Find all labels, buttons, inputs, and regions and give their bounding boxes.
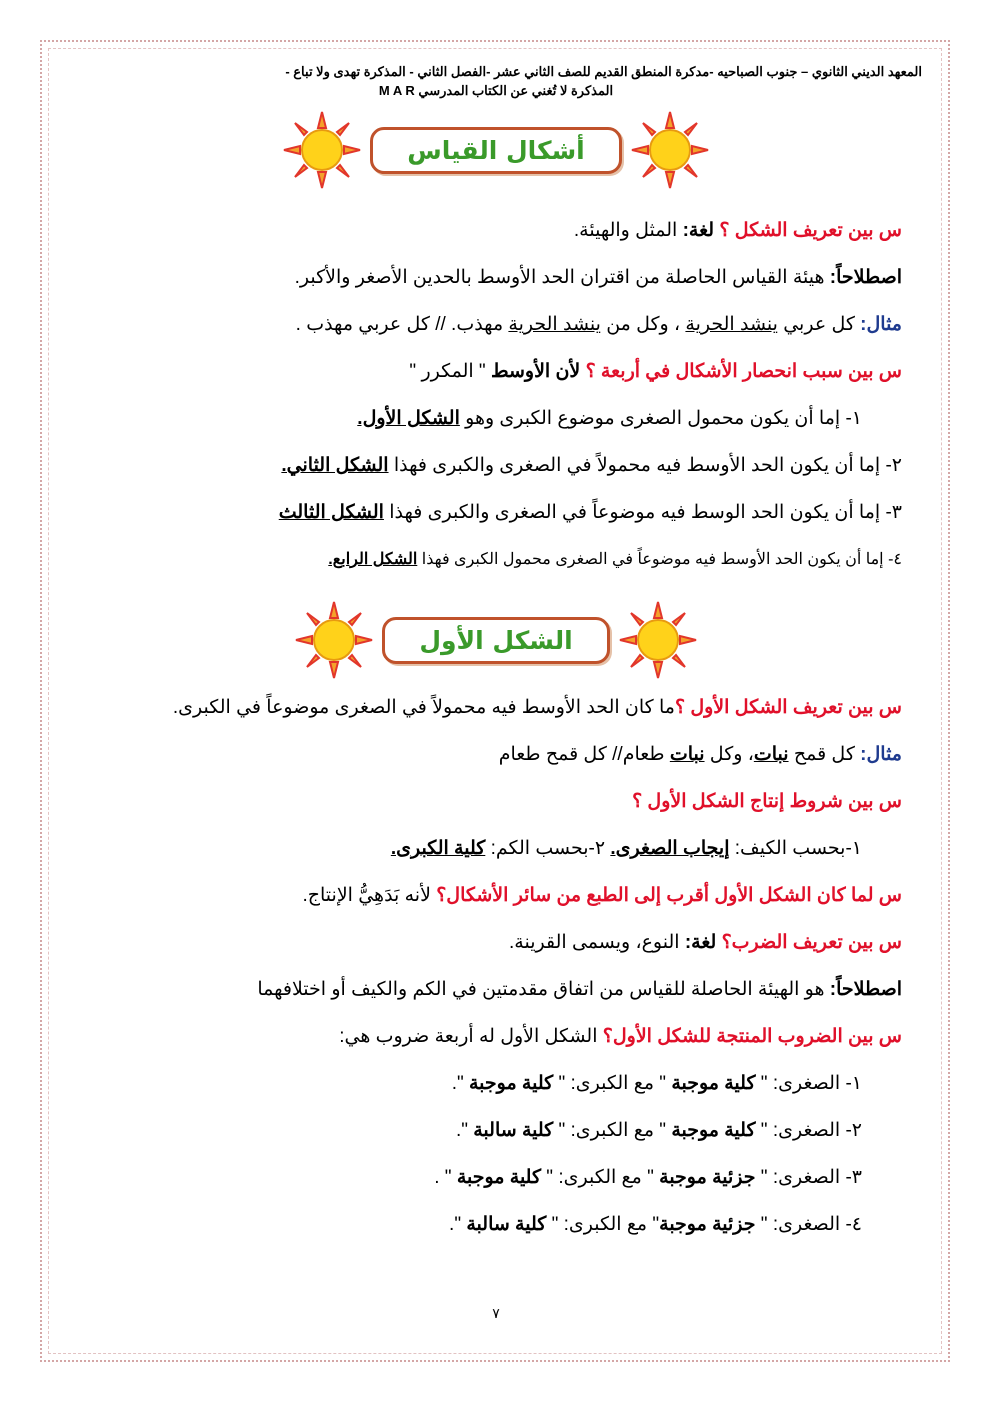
question-line: س بين تعريف الشكل الأول ؟ما كان الحد الأوسط فيه محمولاً في الصغرى موضوعاً في الكبرى. xyxy=(172,697,902,718)
page-header xyxy=(70,62,922,100)
conditions-line: ١-بحسب الكيف: إيجاب الصغرى. ٢-بحسب الكم: كلية الكبرى. xyxy=(390,838,862,859)
question-line: س بين تعريف الضرب؟ لغة: النوع، ويسمى القرينة. xyxy=(509,932,902,953)
question-line: س لما كان الشكل الأول أقرب إلى الطبع من سائر الأشكال؟ لأنه بَدَهِيُّ الإنتاج. xyxy=(302,885,902,906)
section-2-content xyxy=(90,684,902,1248)
istilah-line: اصطلاحاً: هيئة القياس الحاصلة من اقتران الحد الأوسط بالحدين الأصغر والأكبر. xyxy=(294,267,902,288)
example-line: مثال: كل قمح نبات، وكل نبات طعام// كل قمح طعام xyxy=(498,744,902,765)
section-title-1 xyxy=(0,110,992,190)
list-item: ٣- إما أن يكون الحد الوسط فيه موضوعاً في الصغرى والكبرى فهذا الشكل الثالث xyxy=(278,502,902,523)
header-line-1: المعهد الديني الثانوي – جنوب الصباحيه -مدكرة المنطق القديم للصف الثاني عشر -الفصل الثاني - المذكرة تهدى ولا تباع - xyxy=(285,64,922,79)
mood-item: ١- الصغرى: " كلية موجبة " مع الكبرى: " كلية موجبة ". xyxy=(451,1073,862,1094)
list-item: ٤- إما أن يكون الحد الأوسط فيه موضوعاً في الصغرى محمول الكبرى فهذا الشكل الرابع. xyxy=(328,551,902,568)
definition-shape-line: س بين تعريف الشكل ؟ لغة: المثل والهيئة. xyxy=(573,220,902,241)
sun-icon xyxy=(282,110,362,190)
page-number: ٧ xyxy=(492,1305,500,1321)
section-title-2 xyxy=(0,600,992,680)
header-line-2: المذكرة لا تُغني عن الكتاب المدرسي M A R xyxy=(378,83,614,98)
list-item: ٢- إما أن يكون الحد الأوسط فيه محمولاً في الصغرى والكبرى فهذا الشكل الثاني. xyxy=(281,455,902,476)
istilah-line: اصطلاحاً: هو الهيئة الحاصلة للقياس من اتفاق مقدمتين في الكم والكيف أو اختلافهما xyxy=(257,979,902,1000)
question-line: س بين شروط إنتاج الشكل الأول ؟ xyxy=(632,791,902,812)
mood-item: ٣- الصغرى: " جزئية موجبة " مع الكبرى: " كلية موجبة " . xyxy=(434,1167,862,1188)
sun-icon xyxy=(618,600,698,680)
sun-icon xyxy=(630,110,710,190)
question-line: س بين الضروب المنتجة للشكل الأول؟ الشكل الأول له أربعة ضروب هي: xyxy=(339,1026,902,1047)
section-1-content xyxy=(90,207,902,583)
example-line: مثال: كل عربي ينشد الحرية ، وكل من ينشد الحرية مهذب. // كل عربي مهذب . xyxy=(295,314,902,335)
mood-item: ٢- الصغرى: " كلية موجبة " مع الكبرى: " كلية سالبة ". xyxy=(455,1120,862,1141)
list-item: ١- إما أن يكون محمول الصغرى موضوع الكبرى وهو الشكل الأول. xyxy=(357,408,862,429)
section-title-text: الشكل الأول xyxy=(382,617,609,664)
sun-icon xyxy=(294,600,374,680)
question-line: س بين سبب انحصار الأشكال في أربعة ؟ لأن الأوسط " المكرر " xyxy=(409,361,902,382)
section-title-text: أشكال القياس xyxy=(370,127,622,174)
mood-item: ٤- الصغرى: " جزئية موجبة" مع الكبرى: " كلية سالبة ". xyxy=(449,1214,862,1235)
